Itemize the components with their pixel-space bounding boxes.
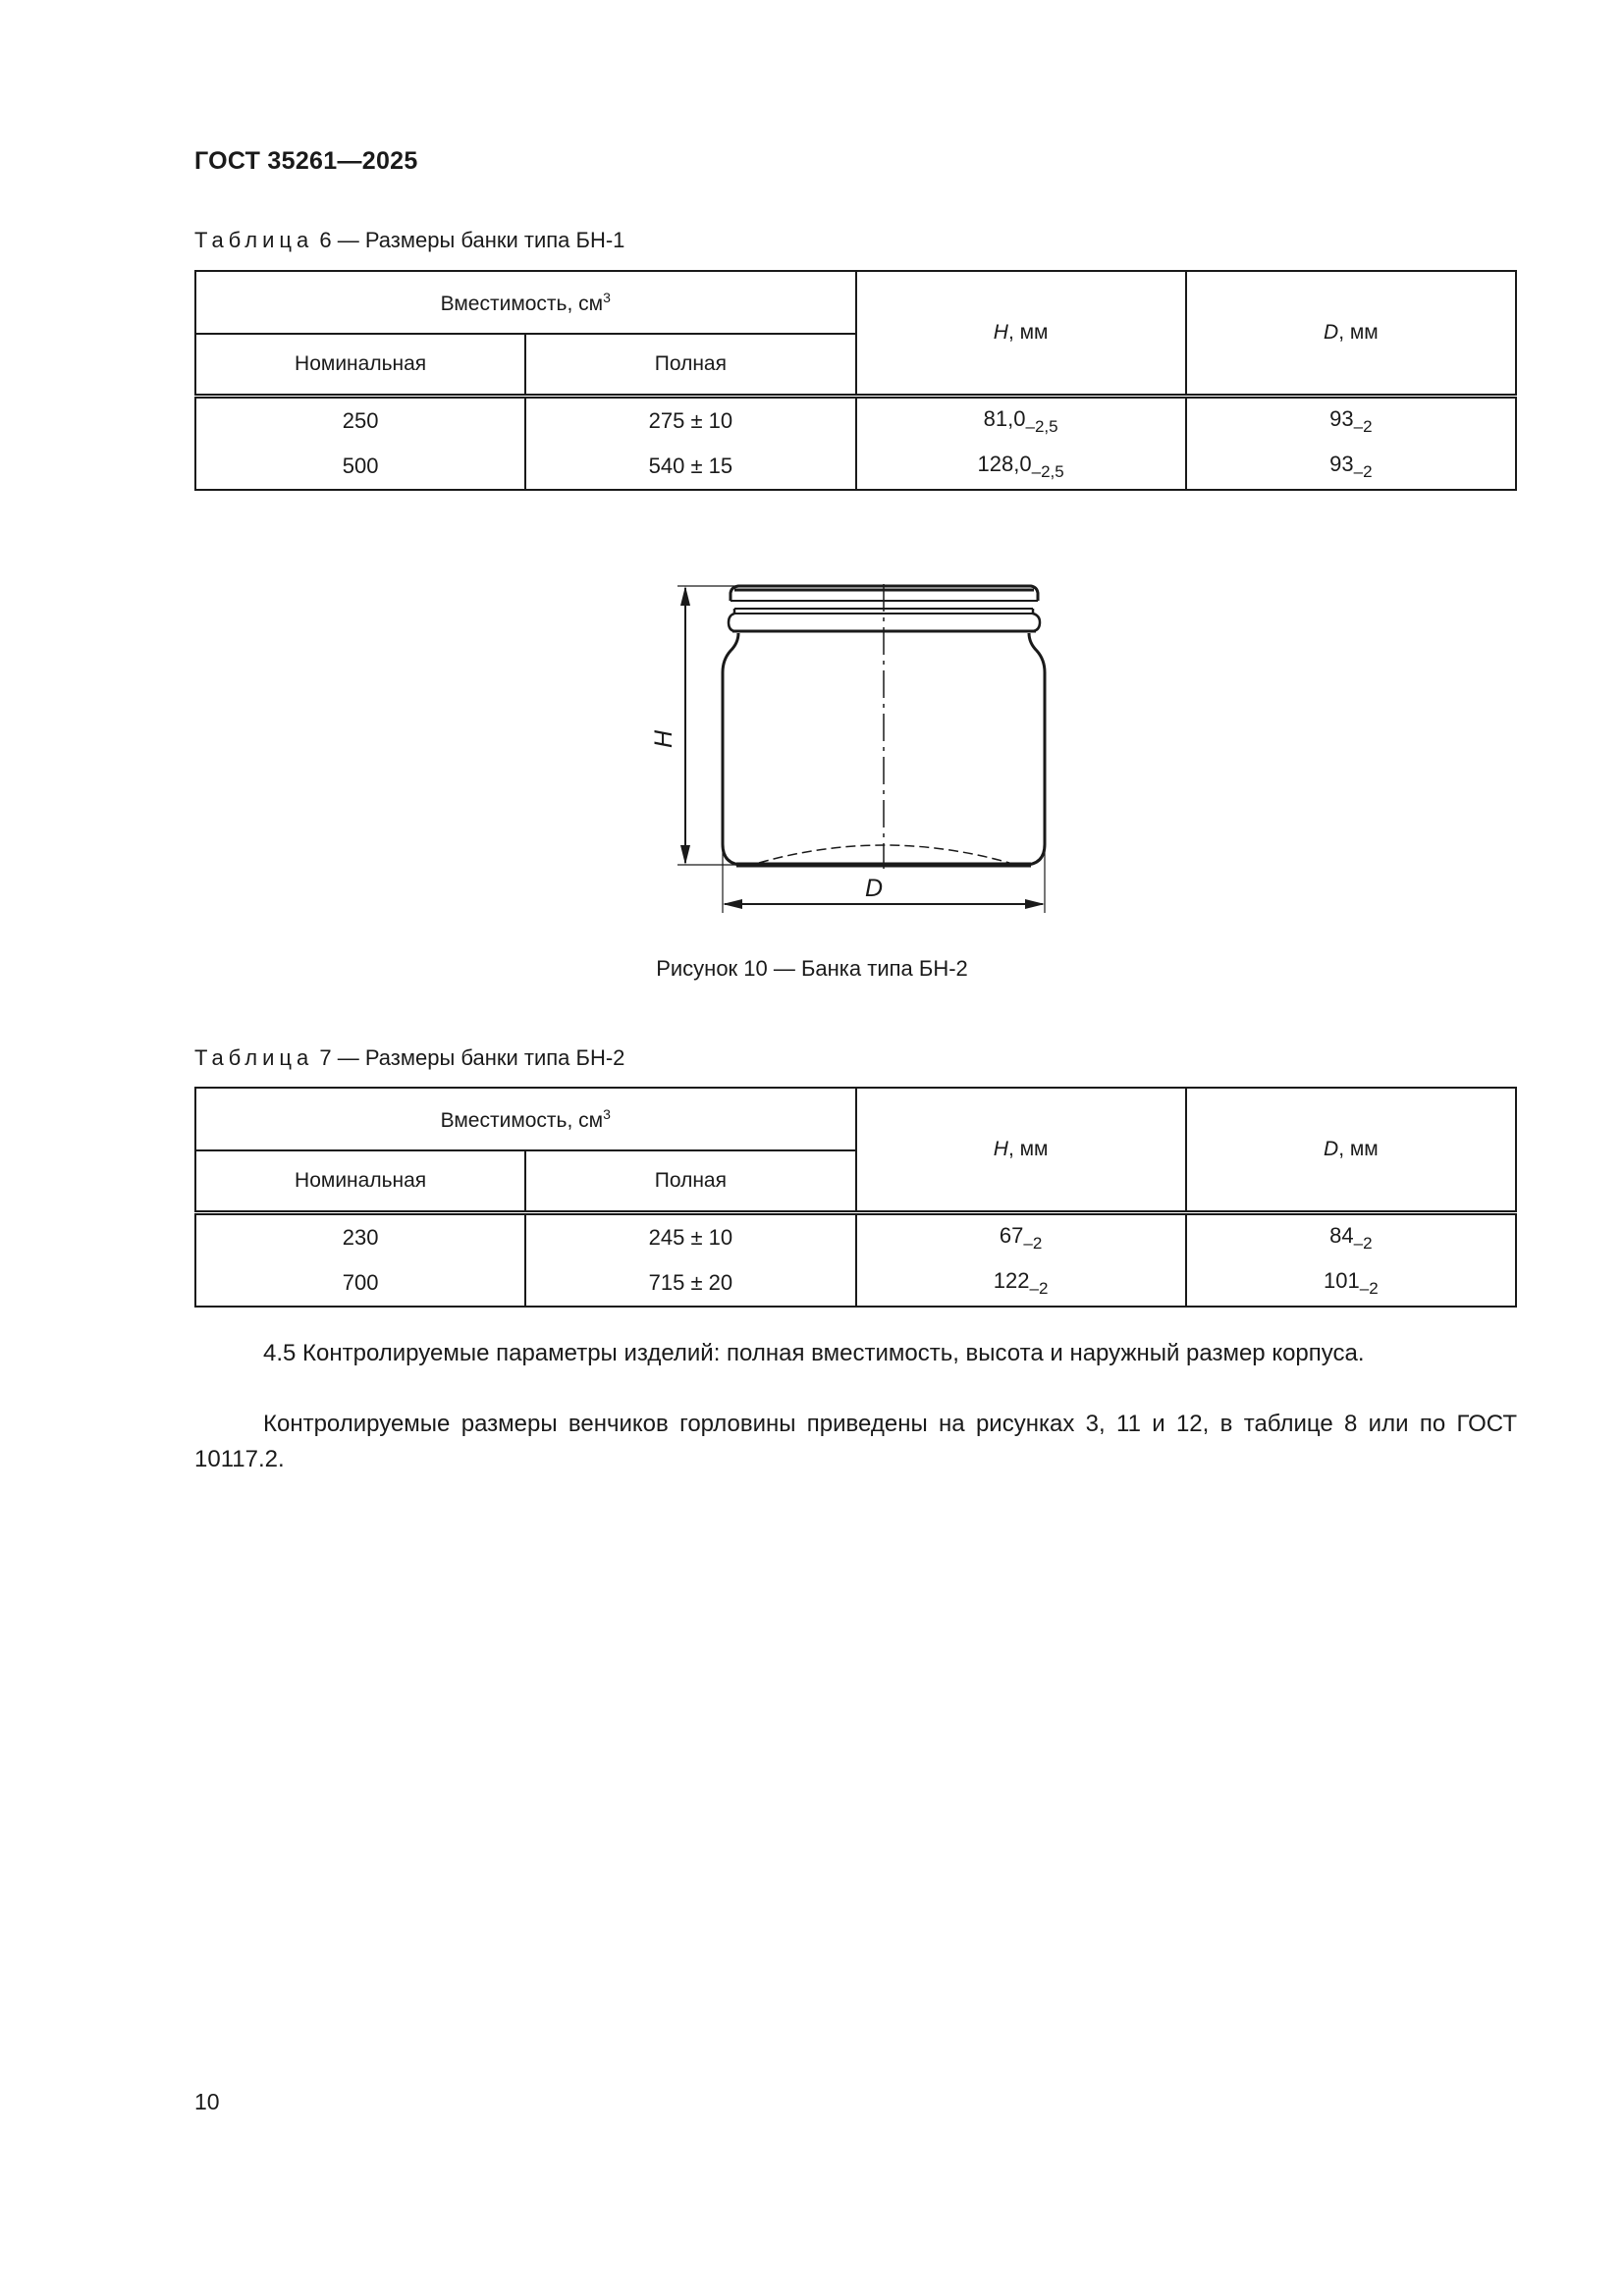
table-row: [195, 1215, 1516, 1260]
table6-cell-full: 275 ± 10: [525, 399, 855, 444]
table6-caption-text: 6 — Размеры банки типа БН-1: [319, 228, 625, 252]
table7-header-capacity: Вместимость, $см^3$: [195, 1088, 856, 1150]
table7-caption-word: Таблица: [194, 1045, 314, 1070]
paragraph-neck-finish: Контролируемые размеры венчиков горловины приведены на рисунках 3, 11 и 12, в таблице 8 или по ГОСТ 10117.2.: [194, 1411, 1517, 1472]
table7-header-nominal: Номинальная: [195, 1150, 525, 1213]
table-row: [195, 444, 1516, 490]
table7-caption: [194, 1045, 624, 1071]
table7-cell-d: $84_{-2}$: [1186, 1215, 1516, 1260]
table6-header-capacity: Вместимость, $см^3$: [195, 271, 856, 334]
table6-caption: [194, 228, 624, 253]
table6-cell-nominal: 250: [195, 399, 525, 444]
table6-header-h: H, мм: [856, 271, 1186, 397]
d-arrow-left: [723, 899, 742, 909]
jar-drawing: [638, 574, 1080, 928]
table6: [194, 270, 1517, 491]
page-number: 10: [194, 2089, 220, 2114]
table7-cell-h: $122_{-2}$: [856, 1260, 1186, 1307]
table7-header-h: H, мм: [856, 1088, 1186, 1213]
table6-cell-h: $81,0_{-2,5}$: [856, 399, 1186, 444]
table6-caption-word: Таблица: [194, 228, 314, 252]
table7-cell-full: 245 ± 10: [525, 1215, 855, 1260]
table6-cell-h: $128,0_{-2,5}$: [856, 444, 1186, 490]
table6-header-d: D, мм: [1186, 271, 1516, 397]
table7-header-d: D, мм: [1186, 1088, 1516, 1213]
table7-header-full: Полная: [525, 1150, 855, 1213]
table6-cell-d: $93_{-2}$: [1186, 399, 1516, 444]
table6-header-nominal: Номинальная: [195, 334, 525, 397]
table6-cell-full: 540 ± 15: [525, 444, 855, 490]
d-dimension-label: D: [864, 875, 884, 902]
table7-cell-d: $101_{-2}$: [1186, 1260, 1516, 1307]
table7-cell-h: $67_{-2}$: [856, 1215, 1186, 1260]
table6-cell-nominal: 500: [195, 444, 525, 490]
table6-cell-d: $93_{-2}$: [1186, 444, 1516, 490]
h-dimension-label: H: [650, 729, 677, 749]
table6-header-full: Полная: [525, 334, 855, 397]
h-arrow-bottom: [680, 845, 690, 865]
table7-cell-nominal: 700: [195, 1260, 525, 1307]
d-arrow-right: [1025, 899, 1045, 909]
paragraph-4-5: 4.5 Контролируемые параметры изделий: полная вместимость, высота и наружный размер корпуса.: [263, 1340, 1365, 1366]
table7-cell-full: 715 ± 20: [525, 1260, 855, 1307]
table7-cell-nominal: 230: [195, 1215, 525, 1260]
table7-caption-text: 7 — Размеры банки типа БН-2: [319, 1045, 625, 1070]
table-row: [195, 1260, 1516, 1307]
h-arrow-top: [680, 586, 690, 606]
document-id-header: ГОСТ 35261—2025: [194, 147, 418, 175]
table7: [194, 1087, 1517, 1308]
table-row: [195, 399, 1516, 444]
figure10-caption: Рисунок 10 — Банка типа БН-2: [656, 956, 968, 981]
